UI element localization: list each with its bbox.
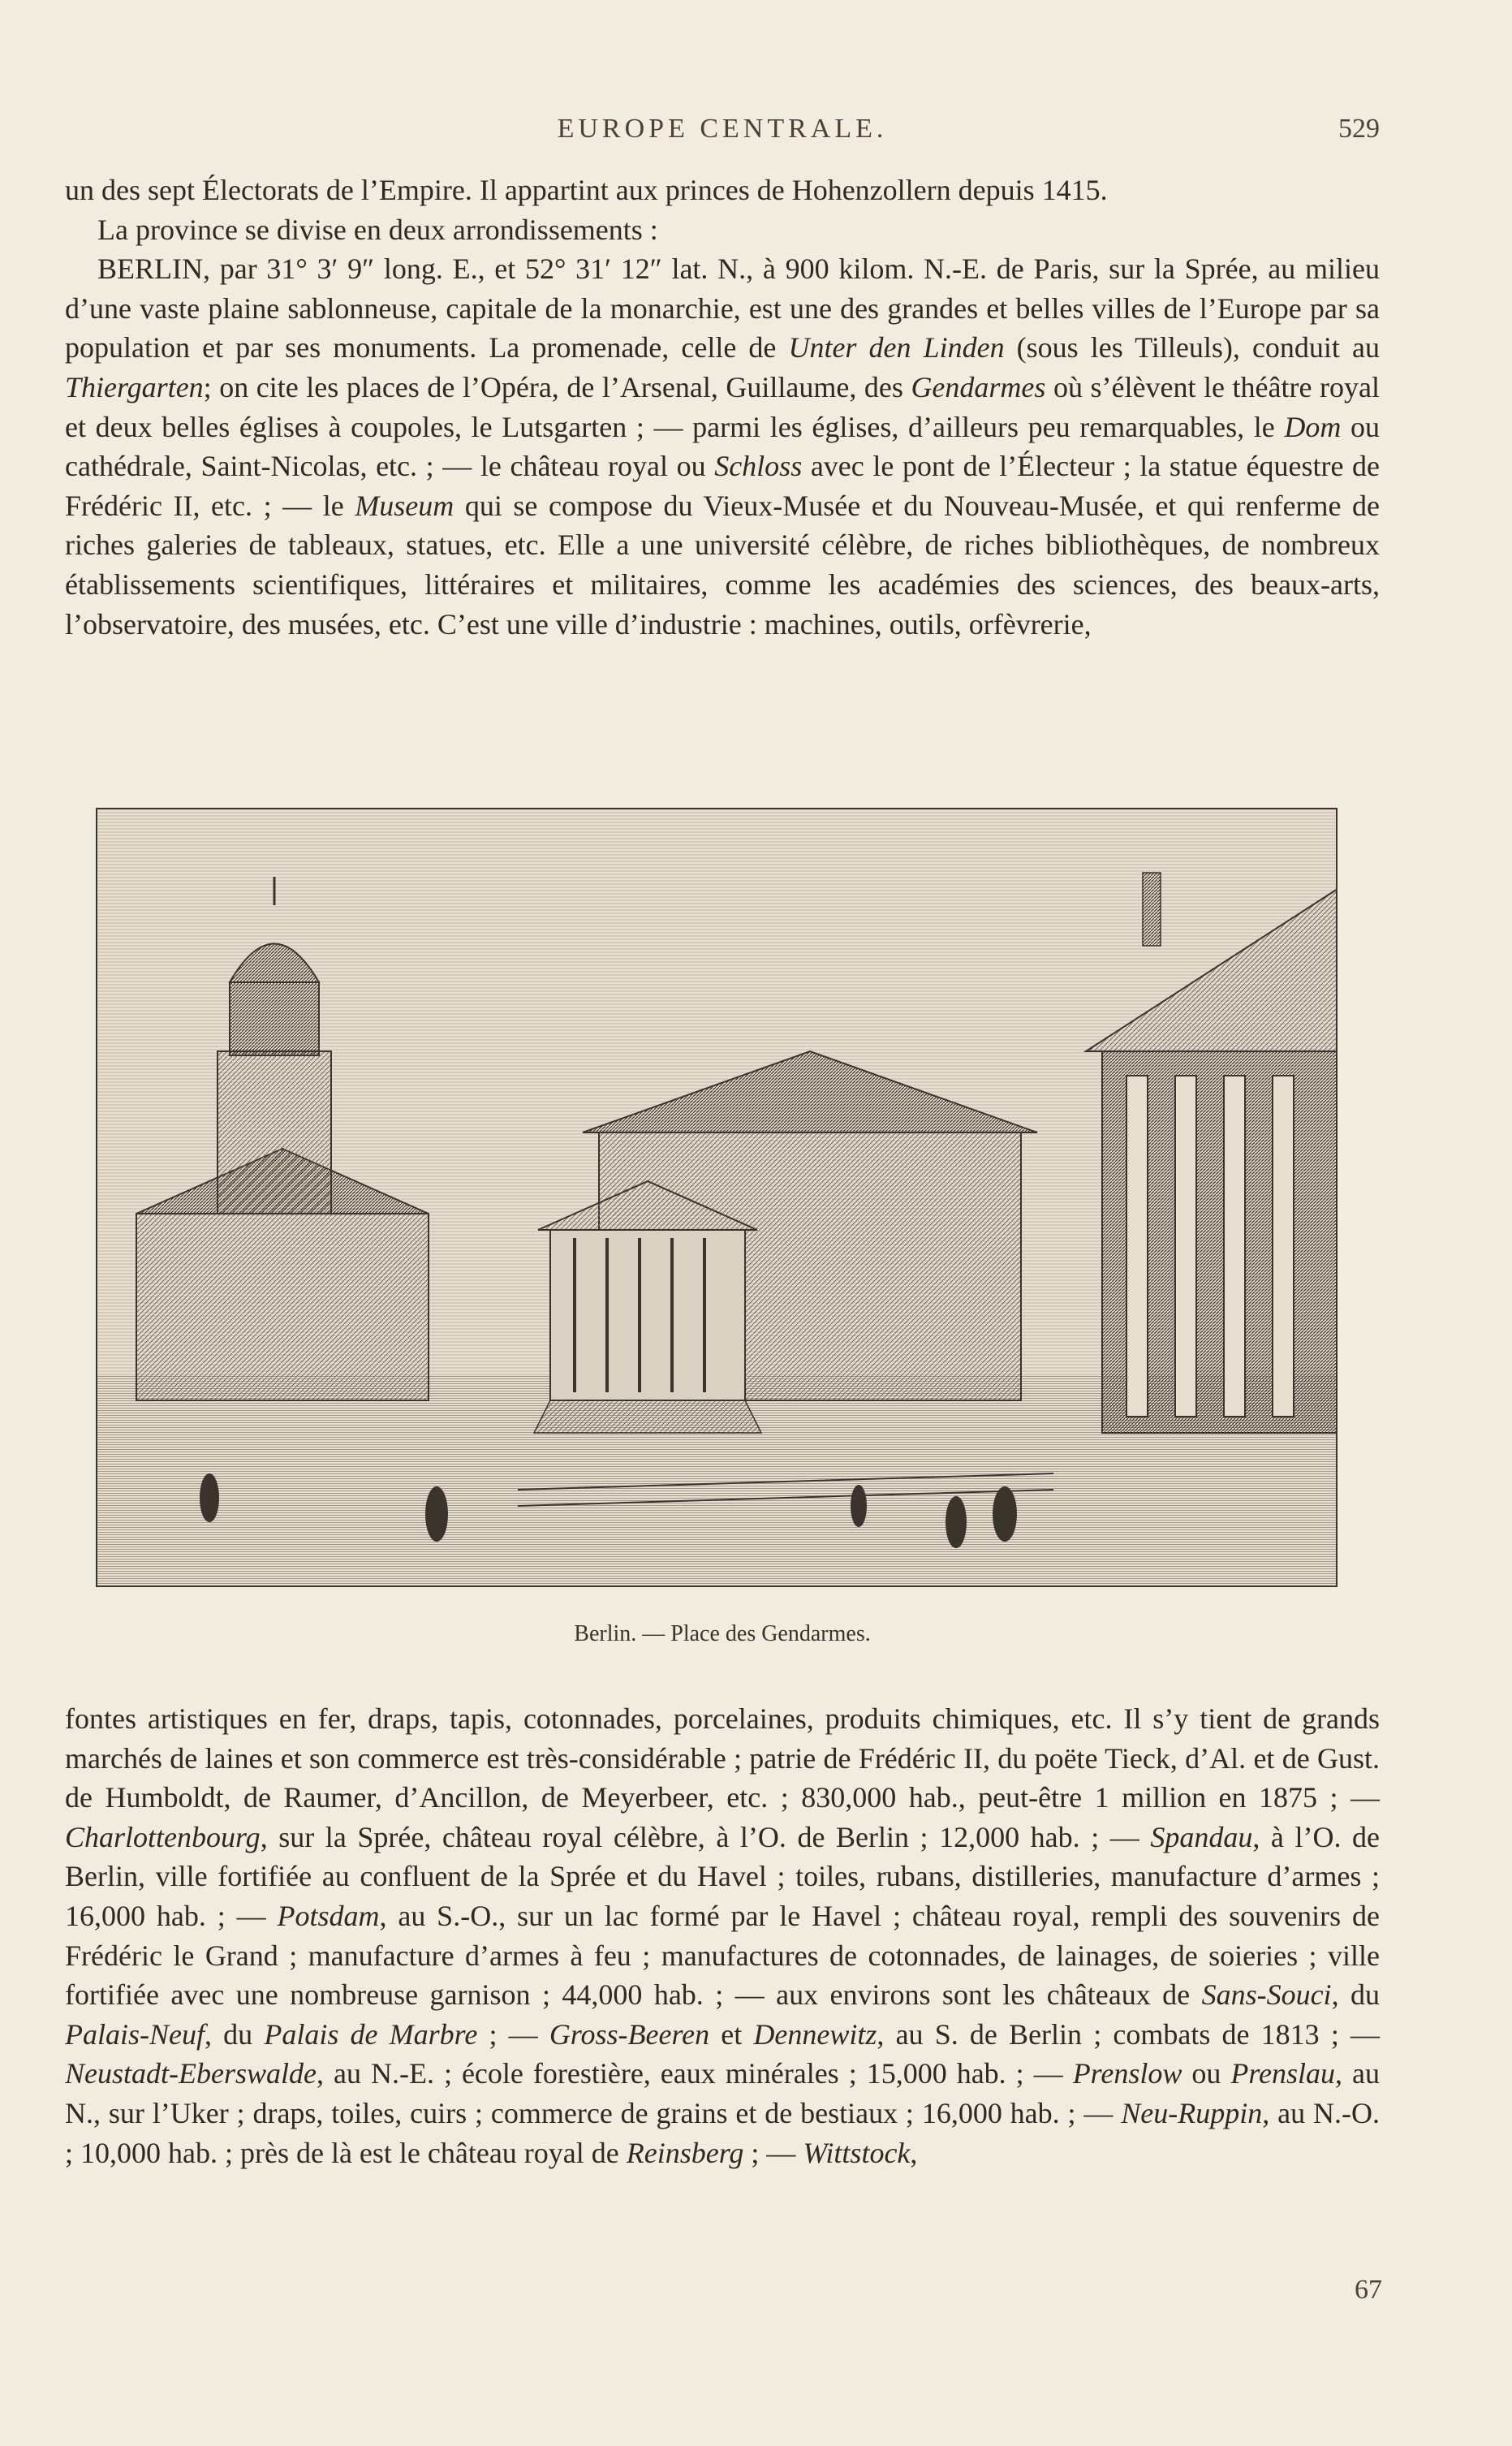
italic-term: Wittstock — [803, 2136, 911, 2169]
engraving-illustration — [96, 808, 1338, 1587]
paragraph — [65, 170, 1380, 210]
text-run: et — [709, 2017, 754, 2051]
text-run: , du — [1331, 1978, 1380, 2012]
text-run: , à l’O. de Berlin, ville fortifiée au confluent de la Sprée et du Havel ; toiles, rubans, distilleries, manufacture d’armes ; 16,000 hab. ; — — [65, 1820, 1380, 1932]
italic-term: Museum — [355, 489, 454, 522]
italic-term: Sans-Souci — [1201, 1978, 1332, 2012]
figure-caption: Berlin. — Place des Gendarmes. — [574, 1621, 871, 1646]
italic-term: Unter den Linden — [788, 331, 1005, 365]
text-run: , du — [204, 2017, 265, 2051]
text-run: fontes artistiques en fer, draps, tapis, cotonnades, porcelaines, produits chimiques, etc. Il s’y tient de grands marchés de laines et son commerce est très-considérable ; patrie de Frédéric II, du poëte Tieck, d’Al. et de Gust. de Humboldt, de Raumer, d’Ancillon, de Meyerbeer, etc. ; 830,000 hab., peut-être 1 million en 1875 ; — — [65, 1702, 1380, 1814]
italic-term: Gross-Beeren — [549, 2017, 710, 2051]
page-header — [65, 114, 1380, 154]
text-run: , — [910, 2136, 918, 2169]
text-run: , sur la Sprée, château royal célèbre, à l’O. de Berlin ; 12,000 hab. ; — — [260, 1820, 1151, 1853]
paragraph — [65, 249, 1380, 644]
text-run: BERLIN, par 31° 3′ 9″ long. E., et 52° 31′ 12″ lat. N., à 900 kilom. N.-E. de Paris, sur la Sprée, au milieu d’une vaste plaine sablonneuse, capitale de la monarchie, est une des grandes et belles villes de l’Europe par sa population et par ses monuments. La promenade, celle de — [65, 252, 1380, 365]
italic-term: Reinsberg — [626, 2136, 744, 2169]
text-block-bottom — [65, 1699, 1380, 2172]
text-run: ou — [1182, 2057, 1231, 2090]
italic-term: Neustadt-Eberswalde — [65, 2057, 317, 2090]
italic-term: Thiergarten — [65, 370, 204, 403]
italic-term: Dennewitz — [753, 2017, 877, 2051]
text-run: , au N.-E. ; école forestière, eaux minérales ; 15,000 hab. ; — — [316, 2057, 1073, 2090]
text-run: , au N., sur l’Uker ; draps, toiles, cuirs ; commerce de grains et de bestiaux ; 16,000 hab. ; — — [65, 2057, 1381, 2129]
text-run: un des sept Électorats de l’Empire. Il appartint aux princes de Hohenzollern depuis 1415. — [65, 174, 1108, 206]
italic-term: Gendarmes — [911, 370, 1046, 403]
text-run: ; on cite les places de l’Opéra, de l’Arsenal, Guillaume, des — [203, 370, 911, 403]
page-number: 529 — [1338, 114, 1380, 144]
text-run: , au S. de Berlin ; combats de 1813 ; — — [877, 2017, 1380, 2051]
italic-term: Spandau — [1150, 1820, 1253, 1853]
paragraph — [65, 210, 1380, 250]
italic-term: Palais-Neuf — [65, 2017, 205, 2051]
signature-mark: 67 — [1355, 2275, 1382, 2305]
paragraph — [65, 1699, 1380, 2172]
italic-term: Neu-Ruppin — [1121, 2096, 1263, 2129]
text-run: où s’élèvent le théâtre royal et deux belles églises à coupoles, le Lutsgarten ; — parmi les églises, d’ailleurs peu remarquables, le — [65, 370, 1380, 443]
italic-term: Schloss — [714, 450, 803, 483]
engraving-figure — [96, 808, 1338, 1587]
italic-term: Prenslau — [1230, 2057, 1336, 2090]
text-run: ; — — [477, 2017, 549, 2051]
italic-term: Prenslow — [1072, 2057, 1182, 2090]
text-run: ; — — [743, 2136, 803, 2169]
text-run: , au N.-O. ; 10,000 hab. ; près de là est le château royal de — [65, 2096, 1380, 2169]
text-run: avec le pont de l’Électeur ; la statue équestre de Frédéric II, etc. ; — le — [65, 450, 1381, 522]
text-run: ou cathédrale, Saint-Nicolas, etc. ; — le château royal ou — [65, 410, 1381, 483]
text-run: La province se divise en deux arrondissements : — [97, 213, 658, 246]
italic-term: Potsdam — [277, 1899, 380, 1932]
text-block-top — [65, 170, 1380, 644]
text-run: qui se compose du Vieux-Musée et du Nouveau-Musée, et qui renferme de riches galeries de tableaux, statues, etc. Elle a une université célèbre, de riches bibliothèques, de nombreux établissements scientifiques, littéraires et militaires, comme les académies des sciences, des beaux-arts, l’observatoire, des musées, etc. C’est une ville d’industrie : machines, outils, orfèvrerie, — [65, 489, 1380, 641]
text-run: , au S.-O., sur un lac formé par le Havel ; château royal, rempli des souvenirs de Frédéric le Grand ; manufacture d’armes à feu ; manufactures de cotonnades, de lainages, de soieries ; ville fortifiée avec une nombreuse garnison ; 44,000 hab. ; — aux environs sont les châteaux de — [65, 1899, 1381, 2012]
italic-term: Dom — [1284, 410, 1342, 443]
running-title: EUROPE CENTRALE. — [557, 114, 888, 144]
italic-term: Palais de Marbre — [264, 2017, 478, 2051]
text-run: (sous les Tilleuls), conduit au — [1004, 331, 1380, 365]
italic-term: Charlottenbourg — [65, 1820, 261, 1853]
